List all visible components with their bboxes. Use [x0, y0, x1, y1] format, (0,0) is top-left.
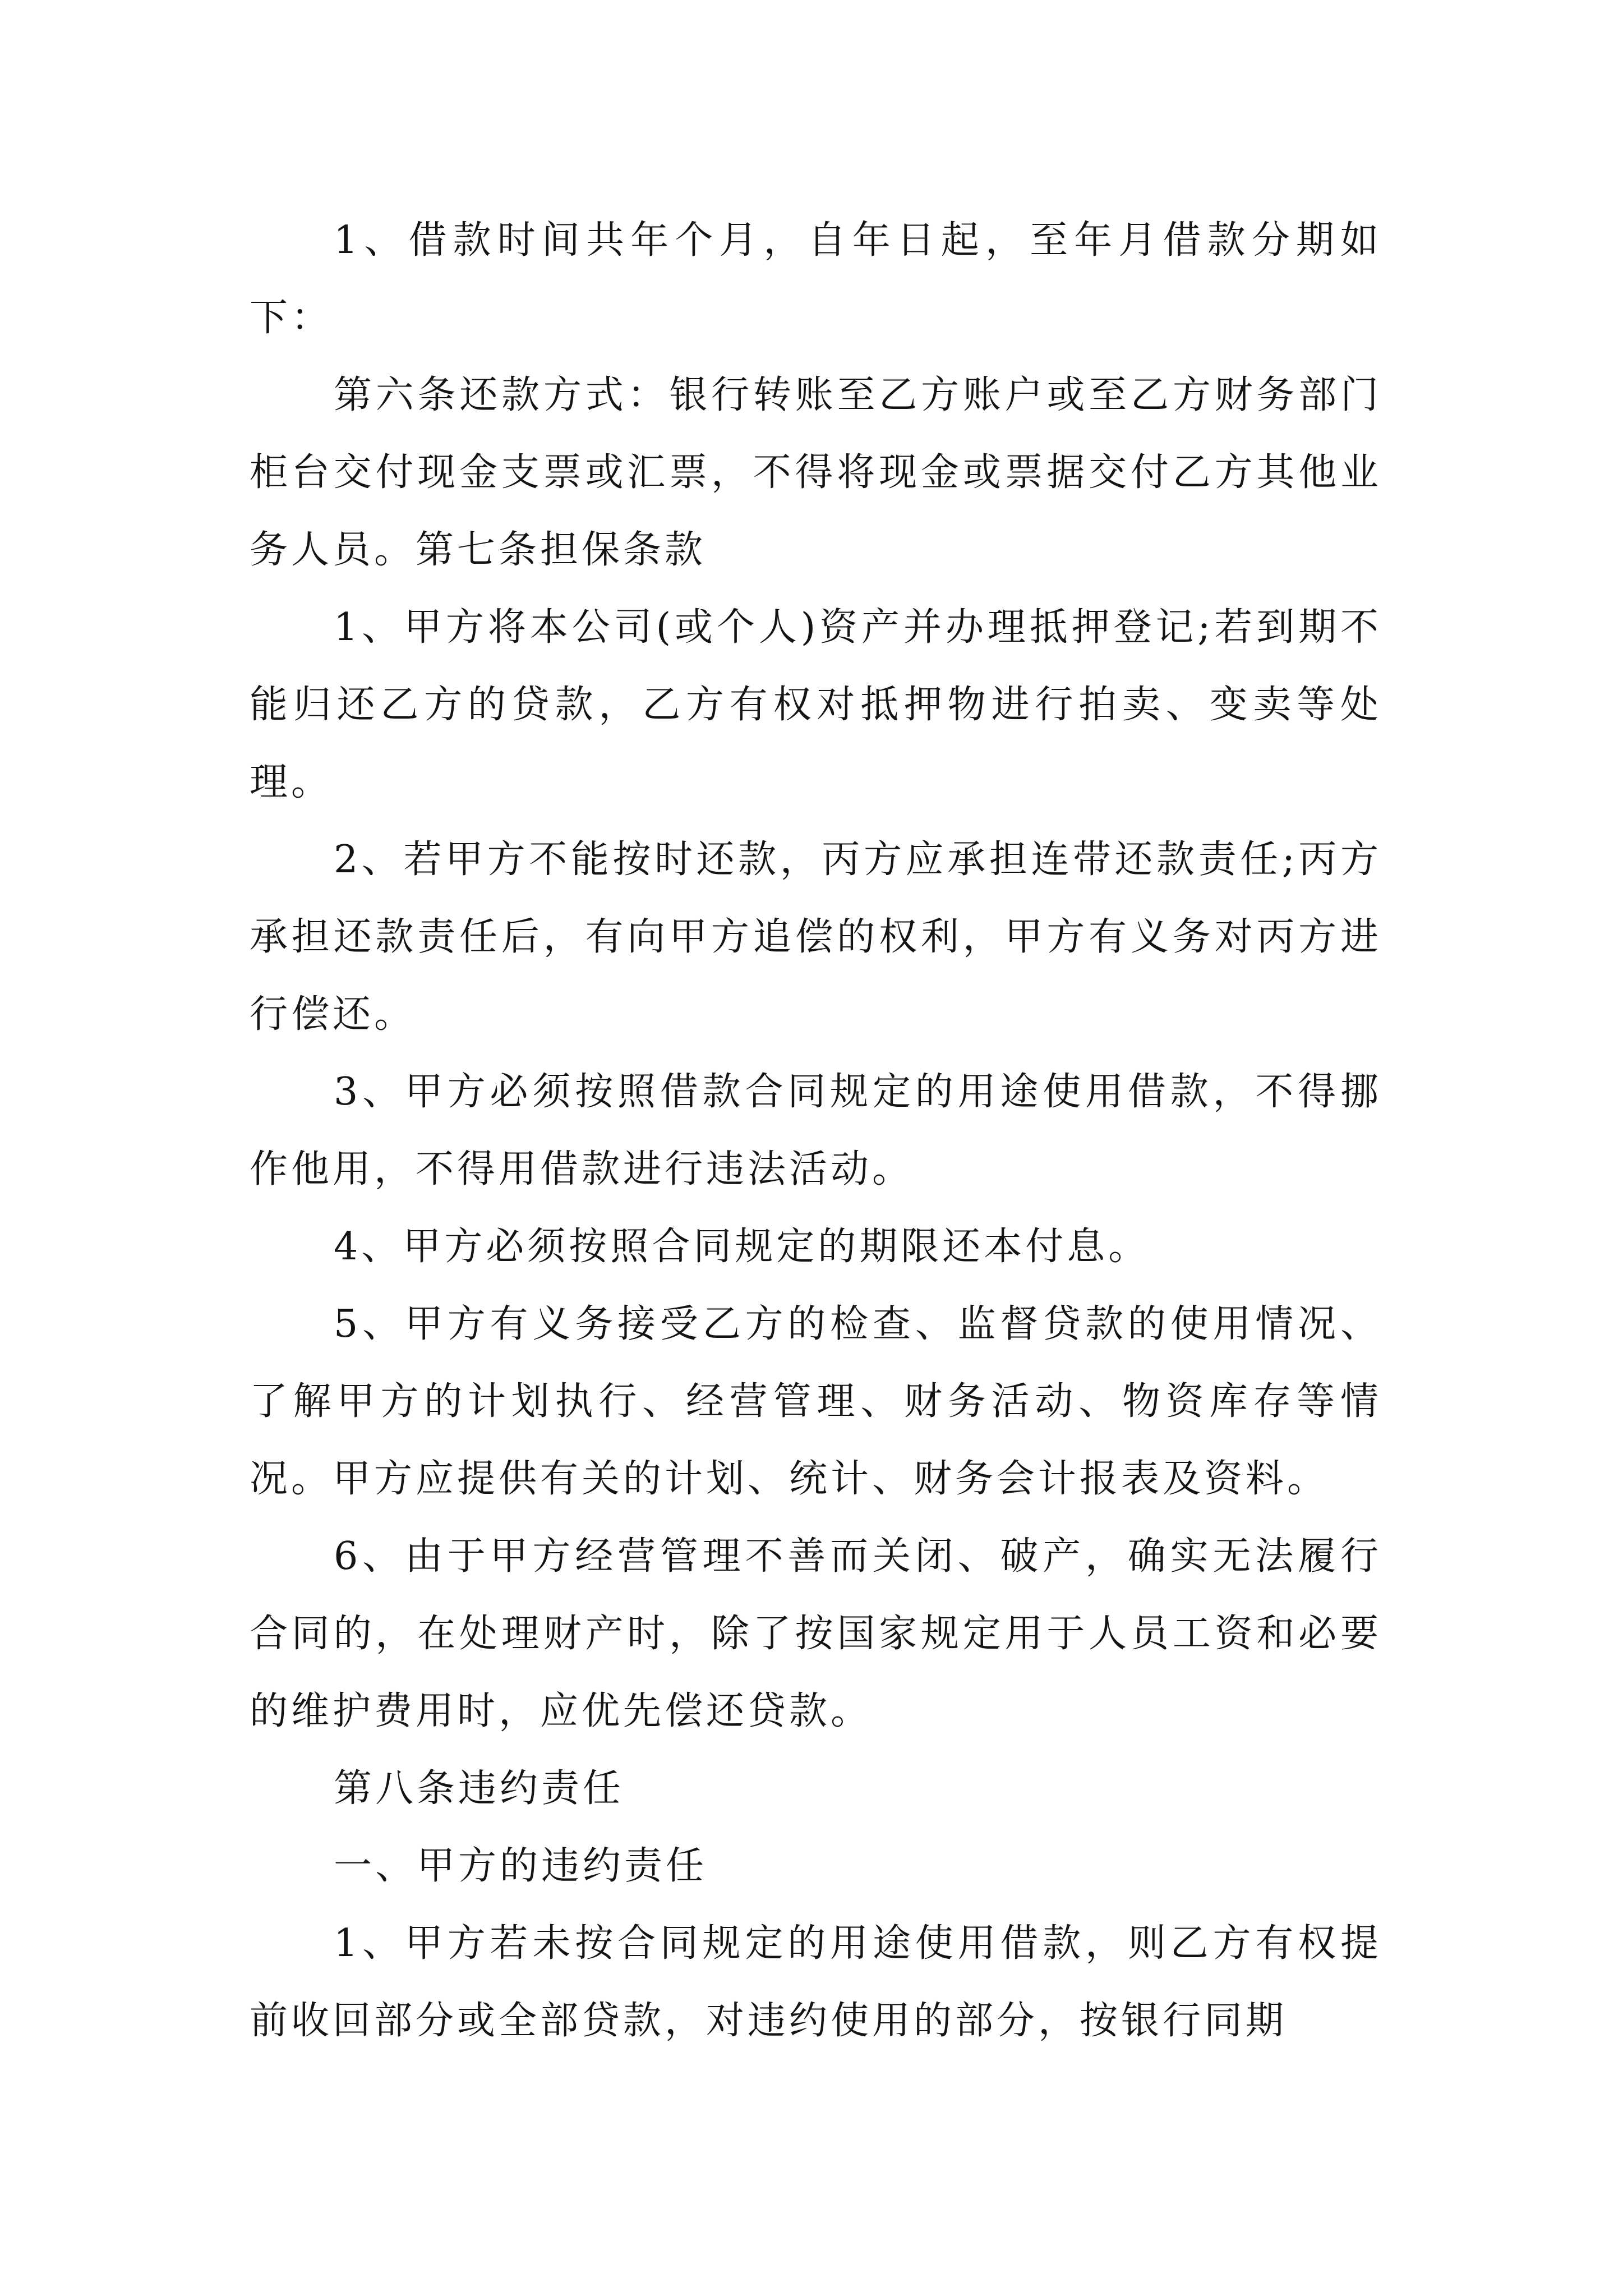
paragraph-guarantee-clause-3: 3、甲方必须按照借款合同规定的用途使用借款，不得挪作他用，不得用借款进行违法活动。 — [250, 1070, 1382, 1191]
paragraph-guarantee-clause-4: 4、甲方必须按照合同规定的期限还本付息。 — [334, 1225, 1150, 1269]
heading-party-a-liability: 一、甲方的违约责任 — [334, 1844, 708, 1888]
paragraph-loan-term: 1、借款时间共年个月，自年日起，至年月借款分期如下： — [250, 218, 1382, 340]
paragraph-liability-clause-1: 1、甲方若未按合同规定的用途使用借款，则乙方有权提前收回部分或全部贷款，对违约使用的部分，按银行同期 — [250, 1921, 1382, 2043]
document-body — [250, 202, 1382, 2060]
heading-article-8: 第八条违约责任 — [334, 1766, 625, 1811]
paragraph-guarantee-clause-5: 5、甲方有义务接受乙方的检查、监督贷款的使用情况、了解甲方的计划执行、经营管理、财务活动、物资库存等情况。甲方应提供有关的计划、统计、财务会计报表及资料。 — [250, 1302, 1382, 1501]
paragraph-guarantee-clause-2: 2、若甲方不能按时还款，丙方应承担连带还款责任;丙方承担还款责任后，有向甲方追偿的权利，甲方有义务对丙方进行偿还。 — [250, 838, 1382, 1037]
paragraph-article-6-repayment: 第六条还款方式：银行转账至乙方账户或至乙方财务部门柜台交付现金支票或汇票，不得将现金或票据交付乙方其他业务人员。第七条担保条款 — [250, 373, 1382, 572]
paragraph-guarantee-clause-1: 1、甲方将本公司(或个人)资产并办理抵押登记;若到期不能归还乙方的贷款，乙方有权对抵押物进行拍卖、变卖等处理。 — [250, 605, 1382, 804]
paragraph-guarantee-clause-6: 6、由于甲方经营管理不善而关闭、破产，确实无法履行合同的，在处理财产时，除了按国家规定用于人员工资和必要的维护费用时，应优先偿还贷款。 — [250, 1534, 1382, 1733]
